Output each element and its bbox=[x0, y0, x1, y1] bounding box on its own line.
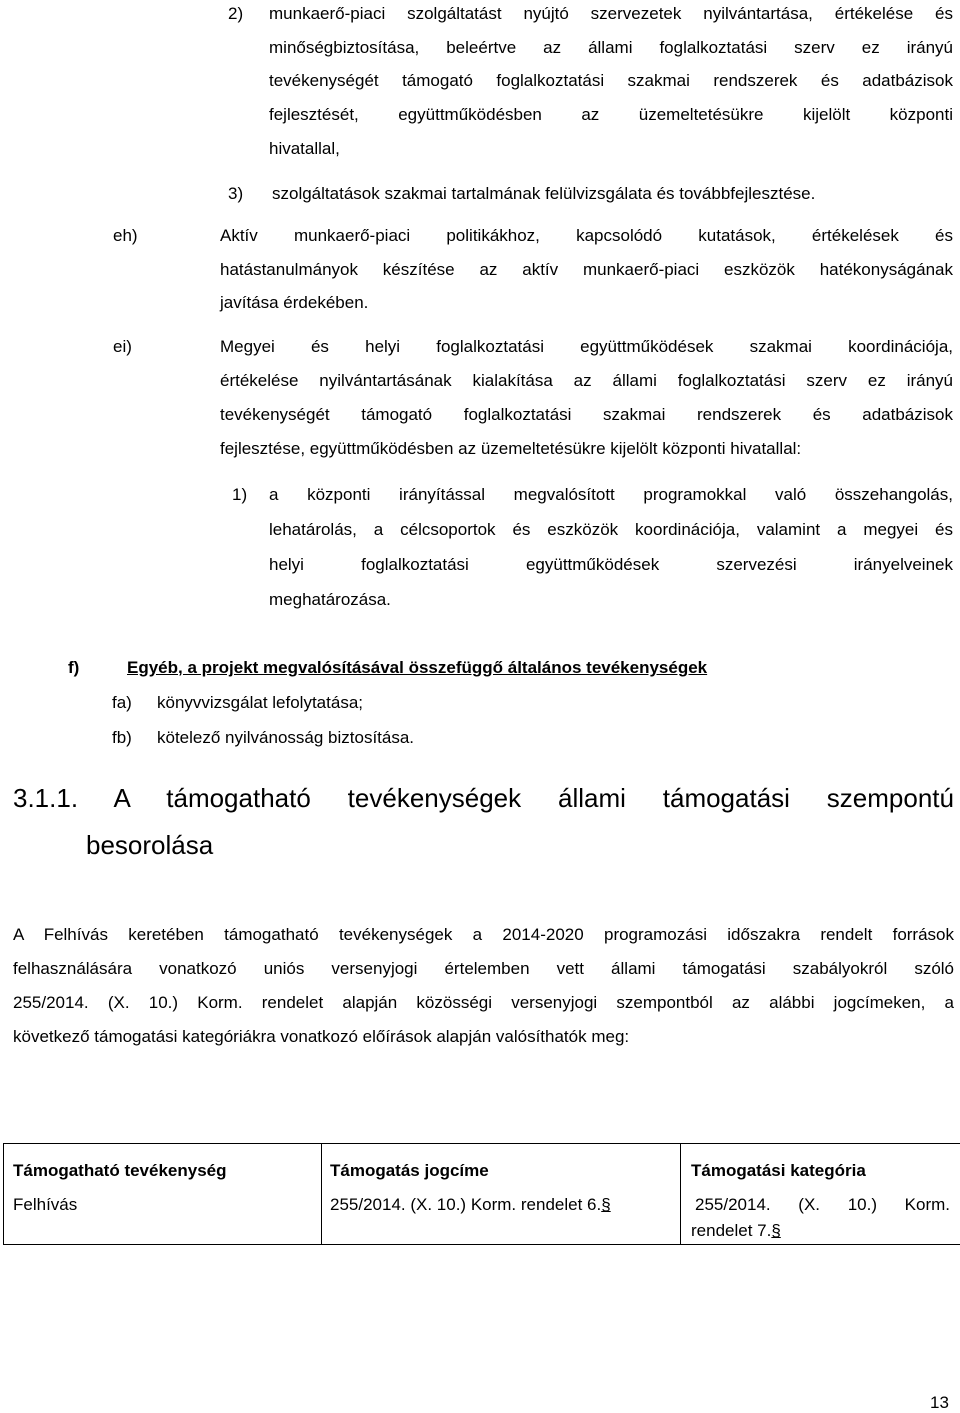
item-ei-line-2: értékelése nyilvántartásának kialakítása az állami foglalkoztatási szerv ez irányú bbox=[220, 371, 953, 390]
table-cell bbox=[322, 1184, 681, 1245]
section-symbol: § bbox=[601, 1195, 611, 1214]
table-header-cell: Támogatás jogcíme bbox=[322, 1144, 681, 1185]
support-category-table bbox=[3, 1143, 960, 1245]
item-marker-fb: fb) bbox=[112, 728, 132, 747]
section-symbol: § bbox=[771, 1221, 781, 1240]
section-f-marker: f) bbox=[68, 658, 80, 677]
list-marker: 3) bbox=[228, 184, 244, 203]
table-cell: Felhívás bbox=[4, 1184, 322, 1245]
list-item-2-line-4: fejlesztését, együttműködésben az üzemeltetésükre kijelölt központi bbox=[269, 105, 953, 124]
item-ei-1-line-4: meghatározása. bbox=[269, 590, 391, 609]
legal-basis-text: 255/2014. (X. 10.) Korm. rendelet 6. bbox=[330, 1195, 602, 1214]
list-item-2-line-1: munkaerő-piaci szolgáltatást nyújtó szervezetek nyilvántartása, értékelése és bbox=[269, 4, 953, 23]
category-line-1: 255/2014. (X. 10.) Korm. bbox=[695, 1195, 950, 1214]
table-row bbox=[4, 1184, 960, 1245]
list-item-2-line-5: hivatallal, bbox=[269, 139, 340, 158]
paragraph-line-1: A Felhívás keretében támogatható tevékenységek a 2014-2020 programozási időszakra rendelt források bbox=[13, 925, 954, 944]
section-f-title: Egyéb, a projekt megvalósításával összefüggő általános tevékenységek bbox=[127, 658, 708, 677]
list-item-3-text: szolgáltatások szakmai tartalmának felülvizsgálata és továbbfejlesztése. bbox=[272, 184, 816, 203]
category-line-2 bbox=[691, 1218, 950, 1244]
list-marker: 2) bbox=[228, 4, 244, 23]
paragraph-line-4: következő támogatási kategóriákra vonatkozó előírások alapján valósíthatók meg: bbox=[13, 1027, 630, 1046]
table-cell bbox=[681, 1184, 960, 1245]
item-fa-text: könyvvizsgálat lefolytatása; bbox=[157, 693, 363, 712]
item-fb-text: kötelező nyilvánosság biztosítása. bbox=[157, 728, 415, 747]
table-header-cell: Támogatható tevékenység bbox=[4, 1144, 322, 1185]
item-marker-fa: fa) bbox=[112, 693, 132, 712]
item-eh-line-3: javítása érdekében. bbox=[220, 293, 369, 312]
list-item-2-line-3: tevékenységét támogató foglalkoztatási szakmai rendszerek és adatbázisok bbox=[269, 71, 953, 90]
item-ei-1-line-1: a központi irányítással megvalósított programokkal való összehangolás, bbox=[269, 485, 953, 504]
page-number: 13 bbox=[930, 1393, 949, 1412]
table-header-cell: Támogatási kategória bbox=[681, 1144, 960, 1185]
paragraph-line-2: felhasználására vonatkozó uniós versenyjogi értelemben vett állami támogatási szabályokról szóló bbox=[13, 959, 954, 978]
item-marker-eh: eh) bbox=[113, 226, 138, 245]
list-marker: 1) bbox=[232, 485, 248, 504]
section-heading-line-2: besorolása bbox=[86, 830, 214, 860]
item-ei-1-line-2: lehatárolás, a célcsoportok és eszközök koordinációja, valamint a megyei és bbox=[269, 520, 953, 539]
item-ei-1-line-3: helyi foglalkoztatási együttműködések szervezési irányelveinek bbox=[269, 555, 953, 574]
item-ei-line-3: tevékenységét támogató foglalkoztatási szakmai rendszerek és adatbázisok bbox=[220, 405, 953, 424]
item-marker-ei: ei) bbox=[113, 337, 132, 356]
category-text: rendelet 7. bbox=[691, 1221, 772, 1240]
list-item-2-line-2: minőségbiztosítása, beleértve az állami foglalkoztatási szerv ez irányú bbox=[269, 38, 953, 57]
paragraph-line-3: 255/2014. (X. 10.) Korm. rendelet alapján közösségi versenyjogi szempontból az alábbi jogcímeken, a bbox=[13, 993, 954, 1012]
item-ei-line-1: Megyei és helyi foglalkoztatási együttműködések szakmai koordinációja, bbox=[220, 337, 953, 356]
item-eh-line-2: hatástanulmányok készítése az aktív munkaerő-piaci eszközök hatékonyságának bbox=[220, 260, 953, 279]
section-heading: 3.1.1. A támogatható tevékenységek állami támogatási szempontú bbox=[13, 783, 954, 813]
item-ei-line-4: fejlesztése, együttműködésben az üzemeltetésükre kijelölt központi hivatallal: bbox=[220, 439, 802, 458]
item-eh-line-1: Aktív munkaerő-piaci politikákhoz, kapcsolódó kutatások, értékelések és bbox=[220, 226, 953, 245]
table-header-row bbox=[4, 1144, 960, 1185]
